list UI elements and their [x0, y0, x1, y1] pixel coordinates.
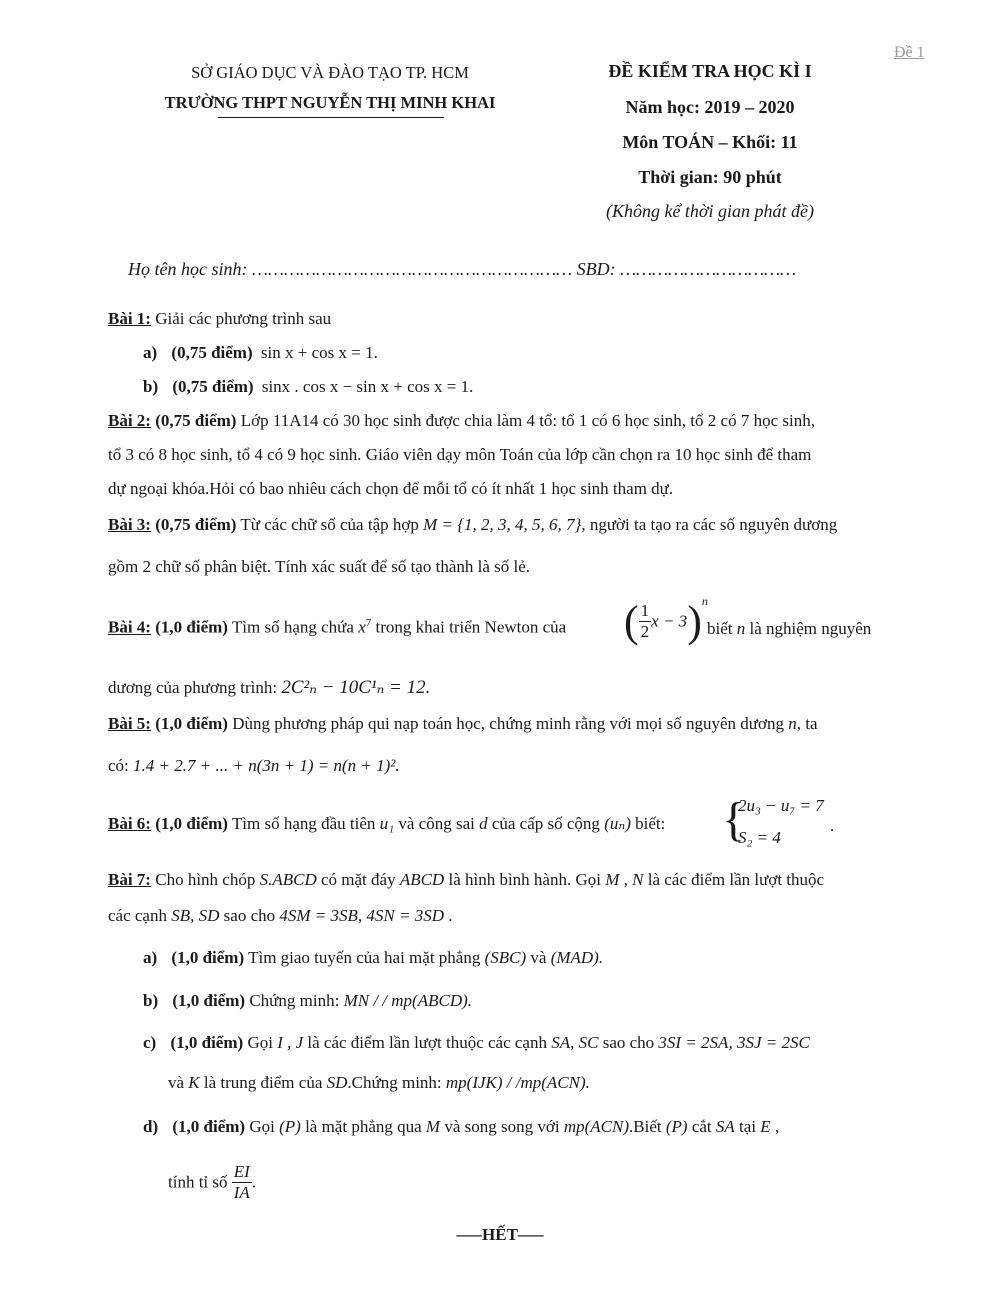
q7a-label: a)	[143, 948, 158, 967]
question-5-line1	[108, 713, 892, 735]
q6-un: (uₙ)	[604, 814, 631, 833]
q4-open-paren: (	[624, 597, 639, 646]
question-2-label: Bài 2:	[108, 411, 151, 430]
question-4-line1	[108, 612, 566, 639]
question-7-label: Bài 7:	[108, 870, 151, 889]
exam-version-tag: Đề 1	[894, 44, 925, 61]
question-1-text: Giải các phương trình sau	[150, 309, 332, 328]
q7d-label: d)	[143, 1117, 159, 1136]
q4-fraction	[639, 601, 652, 642]
student-info-line	[128, 259, 796, 280]
q7c-condition: 3SI = 2SA, 3SJ = 2SC	[658, 1033, 810, 1052]
q7c-text-1: Gọi	[243, 1033, 278, 1052]
q5-formula: 1.4 + 2.7 + ... + n(3n + 1) = n(n + 1)².	[133, 756, 400, 775]
q7d-text-7: ,	[770, 1117, 780, 1136]
end-marker: –––HẾT–––	[456, 1225, 544, 1244]
q4-text-tail	[707, 618, 871, 640]
q6-text-1: Tìm số hạng đầu tiên	[227, 814, 380, 833]
q5-text-b: , ta	[796, 714, 818, 733]
q4-text-1: Tìm số hạng chứa	[227, 617, 359, 637]
q6-text-3: của cấp số cộng	[487, 814, 605, 833]
question-6	[108, 813, 665, 835]
q7d-text-3: và song song với	[440, 1117, 564, 1136]
question-4-label: Bài 4:	[108, 617, 151, 637]
q7c-text-2: là các điểm lần lượt thuộc các cạnh	[303, 1033, 552, 1052]
q1b-points: (0,75 điểm)	[172, 377, 254, 396]
q4-text-3: biết	[707, 619, 737, 638]
q7c-text-6: .Chứng minh:	[347, 1073, 446, 1092]
school-year: Năm học: 2019 – 2020	[625, 97, 795, 117]
q7d-m: M	[425, 1117, 441, 1136]
question-1b	[143, 376, 473, 398]
q4-points: (1,0 điểm)	[150, 617, 228, 637]
q4-text-4: là nghiệm nguyên	[745, 619, 872, 638]
question-2-line1	[108, 410, 892, 432]
q4-n: n	[736, 619, 746, 638]
question-5-label: Bài 5:	[108, 714, 151, 733]
school-underline	[218, 117, 444, 118]
question-3-label: Bài 3:	[108, 515, 151, 534]
q5-points: (1,0 điểm)	[150, 714, 228, 733]
q7-text-d: là các điểm lần lượt thuộc	[643, 870, 825, 889]
q7c-points: (1,0 điểm)	[170, 1033, 244, 1052]
q7d-line2-text: tính tỉ số	[168, 1172, 232, 1192]
q4-text-2: trong khai triển Newton của	[371, 617, 567, 637]
q3-text-b: , người ta tạo ra các số nguyên dương	[581, 515, 838, 534]
q2-text-line1: Lớp 11A14 có 30 học sinh được chia làm 4 tổ: tổ 1 có 6 học sinh, tổ 2 có 7 học sinh,	[236, 411, 815, 430]
q4-fraction-num: 1	[640, 601, 650, 620]
q7c-text-4: và	[168, 1073, 189, 1092]
q7a-plane-sbc: (SBC)	[484, 948, 527, 967]
q4-line2-text: dương của phương trình:	[108, 678, 282, 697]
q7-points-mn: M , N	[605, 870, 644, 889]
q7a-plane-mad: (MAD).	[550, 948, 604, 967]
question-7b	[143, 990, 472, 1012]
q7-text-e: các cạnh	[108, 906, 172, 925]
q7d-ratio	[232, 1162, 252, 1203]
q2-text-line3: dự ngoại khóa.Hỏi có bao nhiêu cách chọn để mỗi tổ có ít nhất 1 học sinh tham dự.	[108, 479, 674, 498]
q7d-ratio-den: IA	[233, 1183, 250, 1202]
q7b-statement: MN / / mp(ABCD).	[343, 991, 473, 1010]
q7-base: ABCD	[399, 870, 445, 889]
question-7d-line1	[143, 1116, 892, 1138]
q7c-sd: SD	[326, 1073, 348, 1092]
school-name: TRƯỜNG THPT NGUYỄN THỊ MINH KHAI	[164, 93, 496, 112]
q7d-ratio-num: EI	[233, 1162, 250, 1181]
department-name: SỞ GIÁO DỤC VÀ ĐÀO TẠO TP. HCM	[191, 63, 469, 82]
q4-binomial	[624, 593, 708, 647]
q2-points: (0,75 điểm)	[150, 411, 237, 430]
q3-text-a: Từ các chữ số của tập hợp	[236, 515, 424, 534]
q7d-text-4: .Biết	[629, 1117, 666, 1136]
exam-title: ĐỀ KIỂM TRA HỌC KÌ I	[608, 61, 812, 81]
q4-fraction-den: 2	[640, 622, 650, 641]
question-1a	[143, 342, 378, 364]
q7c-text-3: sao cho	[598, 1033, 659, 1052]
question-7-line2	[108, 905, 452, 927]
q3-points: (0,75 điểm)	[150, 515, 237, 534]
question-7a	[143, 947, 603, 969]
q5-line2	[108, 755, 400, 777]
q6-period: .	[830, 816, 835, 835]
question-1-label: Bài 1:	[108, 309, 151, 328]
q4-line2	[108, 677, 430, 699]
q7-text-g: .	[443, 906, 453, 925]
q1a-equation: sin x + cos x = 1.	[260, 343, 378, 362]
q6-system-eq2: S₂ = 4	[738, 828, 781, 847]
q6-text-4: biết:	[630, 814, 666, 833]
q6-d: d	[479, 814, 488, 833]
student-name-label: Họ tên học sinh: ……………………………………………………	[128, 259, 573, 279]
question-7c-line2	[168, 1072, 590, 1094]
q7-edges: SB, SD	[171, 906, 220, 925]
q1b-label: b)	[143, 377, 159, 396]
q7d-period: .	[251, 1172, 257, 1192]
q1a-points: (0,75 điểm)	[171, 343, 253, 362]
q7a-text: Tìm giao tuyến của hai mặt phẳng	[244, 948, 485, 967]
q7c-statement: mp(IJK) / /mp(ACN).	[445, 1073, 590, 1092]
q7b-label: b)	[143, 991, 159, 1010]
duration-note: (Không kể thời gian phát đề)	[605, 201, 815, 221]
q4-x-exponent: 7	[365, 617, 372, 629]
question-1	[108, 308, 331, 330]
q4-x: x	[358, 617, 366, 637]
q7d-text-6: tại	[734, 1117, 761, 1136]
q7c-k: K	[188, 1073, 200, 1092]
subject-grade: Môn TOÁN – Khối: 11	[622, 132, 798, 152]
q7d-sa: SA	[715, 1117, 735, 1136]
q7-text-b: có mặt đáy	[316, 870, 400, 889]
q4-combination-equation: 2C²ₙ − 10C¹ₙ = 12.	[281, 677, 431, 698]
q7-condition: 4SM = 3SB, 4SN = 3SD	[279, 906, 444, 925]
q6-u1: u₁	[379, 814, 395, 833]
q7c-label: c)	[143, 1033, 157, 1052]
q5-line2-text: có:	[108, 756, 134, 775]
q7d-plane-p: (P)	[279, 1117, 301, 1136]
q4-close-paren: )	[687, 597, 702, 646]
q7d-text-5: cắt	[687, 1117, 716, 1136]
question-7-line1	[108, 869, 892, 891]
q3-set: M = {1, 2, 3, 4, 5, 6, 7}	[423, 515, 582, 534]
q7-text-c: là hình bình hành. Gọi	[444, 870, 606, 889]
q6-points: (1,0 điểm)	[150, 814, 228, 833]
q1a-label: a)	[143, 343, 158, 362]
q7-text-f: sao cho	[219, 906, 280, 925]
q7a-points: (1,0 điểm)	[171, 948, 245, 967]
q4-exponent-n: n	[701, 593, 708, 608]
question-7d-line2	[168, 1162, 256, 1203]
question-6-label: Bài 6:	[108, 814, 151, 833]
q6-system-brace: {	[722, 793, 746, 846]
q7-pyramid: S.ABCD	[259, 870, 317, 889]
q7d-points: (1,0 điểm)	[172, 1117, 246, 1136]
sbd-label: SBD: ……………………………	[576, 259, 797, 279]
q6-text-2: và công sai	[394, 814, 480, 833]
q6-system-eq1: 2u₃ − u₇ = 7	[738, 796, 824, 815]
q7d-plane-p2: (P)	[665, 1117, 688, 1136]
q7c-edges: SA, SC	[551, 1033, 599, 1052]
q7d-text-2: là mặt phẳng qua	[300, 1117, 426, 1136]
q7b-points: (1,0 điểm)	[172, 991, 246, 1010]
q7a-and: và	[526, 948, 551, 967]
q7c-text-5: là trung điểm của	[199, 1073, 327, 1092]
question-7c-line1	[143, 1032, 892, 1054]
q4-paren-inner: x − 3	[651, 611, 688, 631]
q7d-text-1: Gọi	[245, 1117, 280, 1136]
q7b-text: Chứng minh:	[245, 991, 344, 1010]
question-3-line1	[108, 514, 837, 536]
q3-text-line2: gồm 2 chữ số phân biệt. Tính xác suất để số tạo thành là số lẻ.	[108, 557, 531, 576]
q7c-points-ij: I , J	[277, 1033, 304, 1052]
q7d-plane-acn: mp(ACN)	[563, 1117, 630, 1136]
q5-text-a: Dùng phương pháp qui nạp toán học, chứng minh rằng với mọi số nguyên dương	[227, 714, 789, 733]
q5-n: n	[788, 714, 797, 733]
exam-duration: Thời gian: 90 phút	[638, 167, 782, 187]
q7d-e: E	[760, 1117, 771, 1136]
q1b-equation: sinx . cos x − sin x + cos x = 1.	[261, 377, 474, 396]
q7-text-a: Cho hình chóp	[150, 870, 260, 889]
q2-text-line2: tổ 3 có 8 học sinh, tổ 4 có 9 học sinh. Giáo viên dạy môn Toán của lớp cần chọn ra 10 học sinh để tham	[108, 445, 812, 464]
